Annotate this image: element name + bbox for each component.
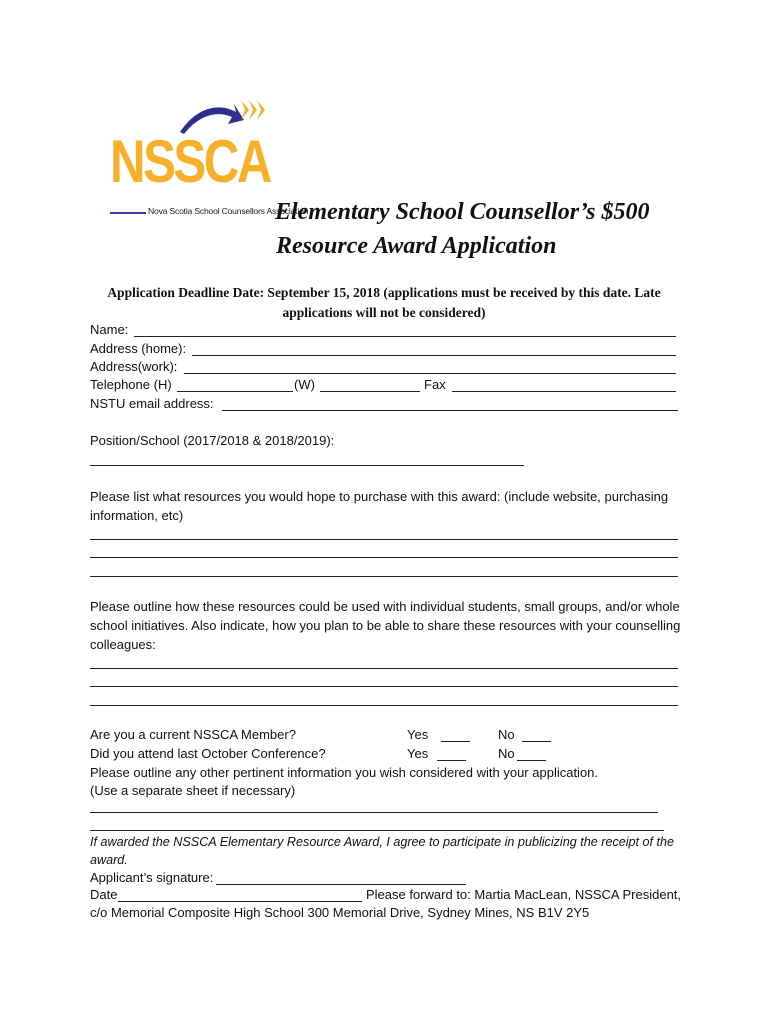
member-no-field[interactable] <box>522 741 551 742</box>
mailing-address: c/o Memorial Composite High School 300 Memorial Drive, Sydney Mines, NS B1V 2Y5 <box>90 905 590 920</box>
address-work-label: Address(work): <box>90 359 178 374</box>
member-no-label: No <box>498 727 515 742</box>
name-label: Name: <box>90 322 129 337</box>
other-info-prompt: Please outline any other pertinent information you wish considered with your application. <box>90 765 599 780</box>
usage-answer-line[interactable] <box>90 686 678 687</box>
other-info-note: (Use a separate sheet if necessary) <box>90 783 296 798</box>
telephone-h-label: Telephone (H) <box>90 377 172 392</box>
position-school-label: Position/School (2017/2018 & 2018/2019): <box>90 433 335 448</box>
form-title-line1: Elementary School Counsellor’s $500 <box>275 199 650 225</box>
conference-question: Did you attend last October Conference? <box>90 746 326 761</box>
conference-no-field[interactable] <box>517 760 546 761</box>
member-question: Are you a current NSSCA Member? <box>90 727 296 742</box>
resources-answer-line[interactable] <box>90 557 678 558</box>
telephone-w-field[interactable] <box>320 391 420 392</box>
date-label: Date <box>90 887 118 902</box>
telephone-w-label: (W) <box>294 377 315 392</box>
email-field[interactable] <box>222 410 678 411</box>
application-deadline: Application Deadline Date: September 15, 2018 (applications must be received by this date. Late applications will not be considered) <box>107 285 661 320</box>
resources-question: Please list what resources you would hope to purchase with this award: (include website, purchasing information, etc) <box>90 489 669 523</box>
other-info-answer-line[interactable] <box>90 812 658 813</box>
usage-answer-line[interactable] <box>90 705 678 706</box>
address-home-label: Address (home): <box>90 341 187 356</box>
usage-question: Please outline how these resources could be used with individual students, small groups, and/or whole school initiatives. Also indicate, how you plan to be able to share these resources with your counselling colleagues: <box>90 599 681 652</box>
signature-label: Applicant’s signature: <box>90 870 214 885</box>
member-yes-label: Yes <box>407 727 429 742</box>
address-work-field[interactable] <box>184 373 676 374</box>
resources-answer-line[interactable] <box>90 576 678 577</box>
telephone-h-field[interactable] <box>177 391 293 392</box>
logo-rule <box>110 212 146 214</box>
date-field[interactable] <box>118 901 362 902</box>
logo-wordmark: NSSCA <box>110 128 270 195</box>
usage-answer-line[interactable] <box>90 668 678 669</box>
agreement-statement: If awarded the NSSCA Elementary Resource Award, I agree to participate in publicizing the receipt of the award. <box>90 835 675 867</box>
email-label: NSTU email address: <box>90 396 214 411</box>
resources-answer-line[interactable] <box>90 539 678 540</box>
logo-subtitle: Nova Scotia School Counsellors Association <box>148 206 309 216</box>
form-title-line2: Resource Award Application <box>276 233 557 259</box>
fax-field[interactable] <box>452 391 676 392</box>
nssca-logo <box>108 98 309 224</box>
forward-to-text: Please forward to: Martia MacLean, NSSCA President, <box>366 887 682 902</box>
conference-yes-field[interactable] <box>437 760 466 761</box>
other-info-answer-line[interactable] <box>90 830 664 831</box>
fax-label: Fax <box>424 377 446 392</box>
address-home-field[interactable] <box>192 355 676 356</box>
position-school-field[interactable] <box>90 465 524 466</box>
conference-yes-label: Yes <box>407 746 429 761</box>
member-yes-field[interactable] <box>441 741 470 742</box>
conference-no-label: No <box>498 746 515 761</box>
name-field[interactable] <box>134 336 676 337</box>
signature-field[interactable] <box>216 884 466 885</box>
